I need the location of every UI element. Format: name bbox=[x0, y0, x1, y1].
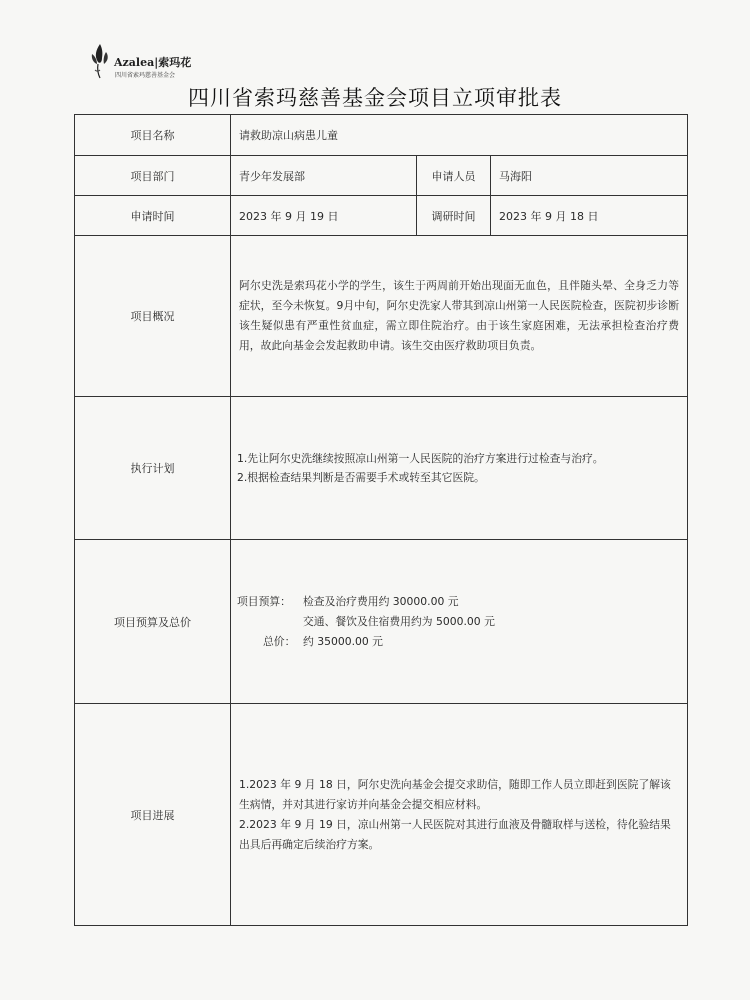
research-date-value: 2023 年 9 月 18 日 bbox=[491, 196, 688, 236]
budget-label: 项目预算及总价 bbox=[75, 540, 231, 704]
row-overview bbox=[75, 236, 688, 397]
applicant-label: 申请人员 bbox=[417, 156, 491, 196]
foundation-logo: Azalea|索玛花 四川省索玛慈善基金会 bbox=[86, 40, 196, 84]
azalea-flower-icon bbox=[86, 40, 114, 80]
project-name-label: 项目名称 bbox=[75, 115, 231, 156]
approval-form-table bbox=[74, 114, 688, 926]
budget-line-2: 交通、餐饮及住宿费用约为 5000.00 元 bbox=[303, 615, 495, 628]
logo-chinese-name: 索玛花 bbox=[158, 56, 192, 69]
plan-item-1: 1.先让阿尔史洗继续按照凉山州第一人民医院的治疗方案进行过检查与治疗。 bbox=[237, 452, 604, 465]
plan-label: 执行计划 bbox=[75, 397, 231, 540]
progress-item-2: 2.2023 年 9 月 19 日，凉山州第一人民医院对其进行血液及骨髓取样与送检，待化验结果出具后再确定后续治疗方案。 bbox=[239, 817, 671, 851]
row-progress bbox=[75, 704, 688, 926]
row-project-name bbox=[75, 115, 688, 156]
department-value: 青少年发展部 bbox=[231, 156, 417, 196]
document-title: 四川省索玛慈善基金会项目立项审批表 bbox=[188, 86, 562, 110]
logo-subtitle: 四川省索玛慈善基金会 bbox=[115, 72, 176, 79]
apply-date-label: 申请时间 bbox=[75, 196, 231, 236]
total-label: 总价： bbox=[263, 635, 296, 648]
row-dates bbox=[75, 196, 688, 236]
research-date-label: 调研时间 bbox=[417, 196, 491, 236]
row-budget bbox=[75, 540, 688, 704]
department-label: 项目部门 bbox=[75, 156, 231, 196]
progress-item-1: 1.2023 年 9 月 18 日，阿尔史洗向基金会提交求助信，随即工作人员立即赶到医院了解该生病情，并对其进行家访并向基金会提交相应材料。 bbox=[239, 777, 671, 811]
applicant-value: 马海阳 bbox=[491, 156, 688, 196]
project-name-value: 请救助凉山病患儿童 bbox=[231, 115, 688, 156]
logo-latin-name: Azalea bbox=[114, 56, 155, 69]
overview-label: 项目概况 bbox=[75, 236, 231, 397]
plan-item-2: 2.根据检查结果判断是否需要手术或转至其它医院。 bbox=[237, 471, 485, 484]
overview-text: 阿尔史洗是索玛花小学的学生，该生于两周前开始出现面无血色，且伴随头晕、全身乏力等症状，至今未恢复。9月中旬，阿尔史洗家人带其到凉山州第一人民医院检查，医院初步诊断该生疑似患有严重性贫血症，需立即住院治疗。由于该生家庭困难，无法承担检查治疗费用，故此向基金会发起救助申请。该生交由医疗救助项目负责。 bbox=[239, 279, 679, 352]
progress-label: 项目进展 bbox=[75, 704, 231, 926]
row-department bbox=[75, 156, 688, 196]
row-plan bbox=[75, 397, 688, 540]
budget-heading: 项目预算： bbox=[237, 595, 291, 608]
budget-line-1: 检查及治疗费用约 30000.00 元 bbox=[303, 595, 459, 608]
total-value: 约 35000.00 元 bbox=[303, 635, 383, 648]
apply-date-value: 2023 年 9 月 19 日 bbox=[231, 196, 417, 236]
